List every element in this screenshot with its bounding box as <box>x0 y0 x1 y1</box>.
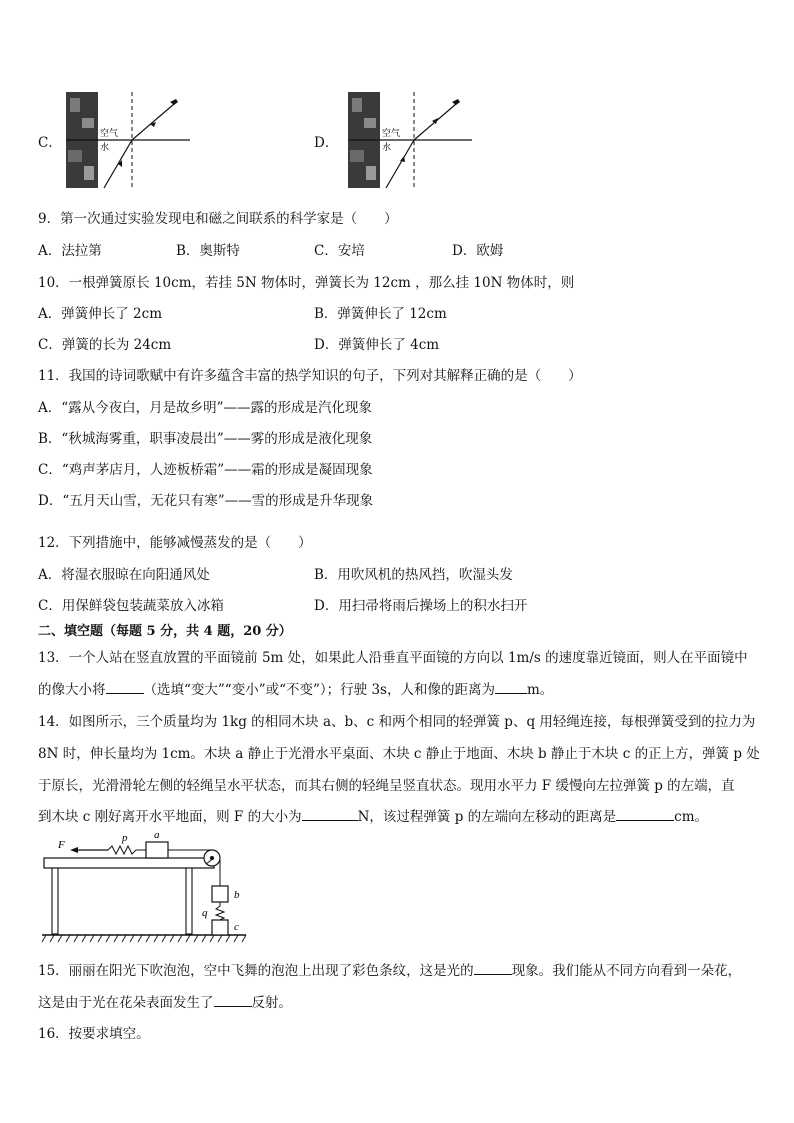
water-label: 水 <box>100 142 110 152</box>
q12-option-c: C．用保鲜袋包装蔬菜放入冰箱 <box>38 598 224 614</box>
air-label: 空气 <box>100 128 119 138</box>
q15-line2: 这是由于光在花朵表面发生了 反射。 <box>38 995 292 1011</box>
q13-line1: 13．一个人站在竖直放置的平面镜前 5m 处，如果此人沿垂直平面镜的方向以 1m/s 的速度靠近镜面，则人在平面镜中 <box>38 650 748 666</box>
q11-option-b: B．“秋城海雾重，职事凌晨出”——雾的形成是液化现象 <box>38 431 373 447</box>
spring-block-figure <box>40 826 250 944</box>
option-c-label: C． <box>38 135 62 151</box>
block-b-label: b <box>234 889 240 901</box>
q11-option-d: D．“五月天山雪，无花只有寒”——雪的形成是升华现象 <box>38 493 374 509</box>
air-label: 空气 <box>382 128 401 138</box>
q9-option-d: D．欧姆 <box>452 243 504 259</box>
q15-line1: 15．丽丽在阳光下吹泡泡，空中飞舞的泡泡上出现了彩色条纹，这是光的 现象。我们能从不同方向看到一朵花， <box>38 963 742 979</box>
block-c-label: c <box>234 921 239 933</box>
q10-option-c: C．弹簧的长为 24cm <box>38 337 172 353</box>
spring-p-label: p <box>122 832 128 844</box>
q14-line3: 于原长，光滑滑轮左侧的轻绳呈水平状态，而其右侧的轻绳呈竖直状态。现用水平力 F 缓慢向左拉弹簧 p 的左端，直 <box>38 778 735 794</box>
answer-blank[interactable] <box>302 808 358 821</box>
q10-option-d: D．弹簧伸长了 4cm <box>314 337 440 353</box>
section-title: 二、填空题（每题 5 分，共 4 题，20 分） <box>38 624 292 639</box>
q12-option-d: D．用扫帚将雨后操场上的积水扫开 <box>314 598 528 614</box>
answer-blank[interactable] <box>474 962 512 975</box>
q9-stem: 9．第一次通过实验发现电和磁之间联系的科学家是（ ） <box>38 211 398 227</box>
q12-option-a: A．将湿衣服晾在向阳通风处 <box>38 567 210 583</box>
q14-line1: 14．如图所示，三个质量均为 1kg 的相同木块 a、b、c 和两个相同的轻弹簧 p、q 用轻绳连接，每根弹簧受到的拉力为 <box>38 714 756 730</box>
q10-stem: 10．一根弹簧原长 10cm，若挂 5N 物体时，弹簧长为 12cm ，那么挂 10N 物体时，则 <box>38 275 575 291</box>
q12-stem: 12．下列措施中，能够减慢蒸发的是（ ） <box>38 535 312 551</box>
spring-q-label: q <box>202 907 208 919</box>
answer-blank[interactable] <box>495 681 527 694</box>
block-a-label: a <box>154 829 160 841</box>
q11-option-a: A．“露从今夜白，月是故乡明”——露的形成是汽化现象 <box>38 400 373 416</box>
q13-line2: 的像大小将 （选填“变大”“变小”或“不变”）；行驶 3s，人和像的距离为 m。 <box>38 682 554 698</box>
q14-line2: 8N 时，伸长量均为 1cm。木块 a 静止于光滑水平桌面、木块 c 静止于地面、木块 b 静止于木块 c 的正上方，弹簧 p 处 <box>38 746 760 762</box>
q10-option-b: B．弹簧伸长了 12cm <box>314 306 447 322</box>
water-label: 水 <box>382 142 392 152</box>
refraction-figure-d <box>344 90 474 190</box>
answer-blank[interactable] <box>106 681 144 694</box>
answer-blank[interactable] <box>616 808 674 821</box>
answer-blank[interactable] <box>214 994 252 1007</box>
q12-option-b: B．用吹风机的热风挡，吹湿头发 <box>314 567 513 583</box>
option-d-label: D． <box>314 135 339 151</box>
q10-option-a: A．弹簧伸长了 2cm <box>38 306 162 322</box>
q11-option-c: C．“鸡声茅店月，人迹板桥霜”——霜的形成是凝固现象 <box>38 462 373 478</box>
q9-option-b: B．奥斯特 <box>176 243 240 259</box>
q9-option-a: A．法拉第 <box>38 243 102 259</box>
q9-option-c: C．安培 <box>314 243 365 259</box>
q11-stem: 11．我国的诗词歌赋中有许多蕴含丰富的热学知识的句子，下列对其解释正确的是（ ） <box>38 368 582 384</box>
q16-stem: 16．按要求填空。 <box>38 1026 150 1042</box>
force-label: F <box>58 839 65 851</box>
q14-line4: 到木块 c 刚好离开水平地面，则 F 的大小为 N，该过程弹簧 p 的左端向左移动的距离是 cm。 <box>38 809 709 825</box>
refraction-figure-c <box>62 90 192 190</box>
